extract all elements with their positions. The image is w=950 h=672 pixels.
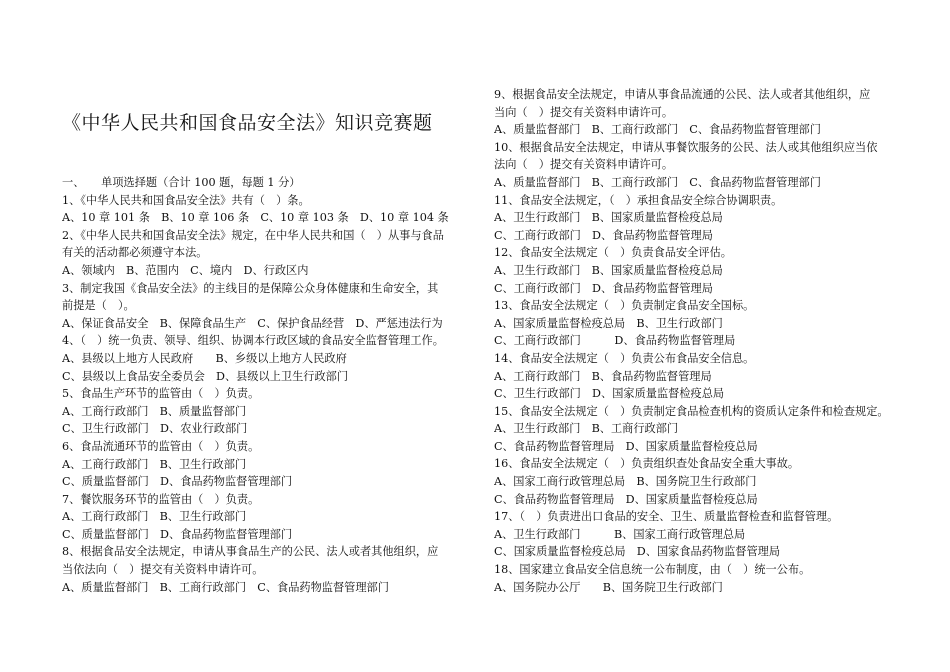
text-line: 15、食品安全法规定（ ）负责制定食品检查机构的资质认定条件和检查规定。 [494,404,889,418]
text-line: A、质量监督部门 B、工商行政部门 C、食品药物监督管理部门 [62,580,389,594]
text-line: A、国家工商行政管理总局 B、国务院卫生行政部门 [494,475,757,489]
text-line: C、工商行政部门 D、食品药物监督管理局 [494,334,736,348]
text-line: A、质量监督部门 B、工商行政部门 C、食品药物监督管理部门 [494,123,821,137]
text-line: 法向（ ）提交有关资料申请许可。 [494,158,674,172]
left-column [62,174,474,596]
text-line: A、县级以上地方人民政府 B、乡级以上地方人民政府 [62,351,347,365]
text-line: C、工商行政部门 D、食品药物监督管理局 [494,228,713,242]
text-line: 13、食品安全法规定（ ）负责制定食品安全国标。 [494,299,755,313]
text-line: A、工商行政部门 B、卫生行政部门 [62,457,247,471]
text-line: 5、食品生产环节的监管由（ ）负责。 [62,387,260,401]
document-title: 《中华人民共和国食品安全法》知识竞赛题 [62,112,433,134]
text-line: 当依法向（ ）提交有关资料申请许可。 [62,563,264,577]
text-line: 4、（ ）统一负责、领导、组织、协调本行政区域的食品安全监督管理工作。 [62,334,444,348]
text-line: C、食品药物监督管理局 D、国家质量监督检疫总局 [494,492,758,506]
text-line: C、食品药物监督管理局 D、国家质量监督检疫总局 [494,439,758,453]
text-line: 11、食品安全法规定，（ ）承担食品安全综合协调职责。 [494,193,783,207]
text-line: A、质量监督部门 B、工商行政部门 C、食品药物监督管理部门 [494,175,821,189]
text-line: 3、制定我国《食品安全法》的主线目的是保障公众身体健康和生命安全，其 [62,281,439,295]
text-line: 7、餐饮服务环节的监管由（ ）负责。 [62,492,260,506]
text-line: A、工商行政部门 B、卫生行政部门 [62,510,247,524]
text-line: A、工商行政部门 B、食品药物监督管理局 [494,369,712,383]
text-line: A、卫生行政部门 B、工商行政部门 [494,422,679,436]
text-line: A、工商行政部门 B、质量监督部门 [62,404,247,418]
text-line: A、卫生行政部门 B、国家质量监督检疫总局 [494,263,723,277]
text-line: 2、《中华人民共和国食品安全法》规定，在中华人民共和国（ ）从事与食品 [62,228,444,242]
text-line: 17、（ ）负责进出口食品的安全、卫生、质量监督检查和监督管理。 [494,510,839,524]
text-line: 9、根据食品安全法规定，申请从事食品流通的公民、法人或者其他组织，应 [494,88,871,101]
text-line: 当向（ ）提交有关资料申请许可。 [494,105,674,119]
text-line: 一、 单项选择题（合计 100 题，每题 1 分） [62,176,301,189]
text-line: A、卫生行政部门 B、国家质量监督检疫总局 [494,211,723,225]
text-line: 16、食品安全法规定（ ）负责组织查处食品安全重大事故。 [494,457,800,471]
text-line: C、工商行政部门 D、食品药物监督管理局 [494,281,713,295]
text-line: C、卫生行政部门 D、农业行政部门 [62,422,248,436]
text-line: A、10 章 101 条 B、10 章 106 条 C、10 章 103 条 D、10 章 104 条 [62,211,449,225]
text-line: 前提是（ ）。 [62,299,135,313]
text-line: A、国家质量监督检疫总局 B、卫生行政部门 [494,316,723,330]
text-line: 10、根据食品安全法规定，申请从事餐饮服务的公民、法人或其他组织应当依 [494,140,878,154]
text-line: 有关的活动都必须遵守本法。 [62,246,208,260]
text-line: 12、食品安全法规定（ ）负责食品安全评估。 [494,246,732,260]
text-line: C、卫生行政部门 D、国家质量监督检疫总局 [494,387,725,401]
text-line: C、质量监督部门 D、食品药物监督管理部门 [62,475,293,489]
text-line: C、质量监督部门 D、食品药物监督管理部门 [62,527,293,541]
text-line: C、国家质量监督检疫总局 D、国家食品药物监督管理局 [494,545,781,559]
text-line: A、卫生行政部门 B、国家工商行政管理总局 [494,527,746,541]
text-line: A、保证食品安全 B、保障食品生产 C、保护食品经营 D、严惩违法行为 [62,316,443,330]
text-line: 18、国家建立食品安全信息统一公布制度，由（ ）统一公布。 [494,563,811,577]
text-line: 14、食品安全法规定（ ）负责公布食品安全信息。 [494,351,755,365]
text-line: A、领域内 B、范围内 C、境内 D、行政区内 [62,263,309,277]
text-line: A、国务院办公厅 B、国务院卫生行政部门 [494,580,723,594]
text-line: C、县级以上食品安全委员会 D、县级以上卫生行政部门 [62,369,349,383]
text-line: 8、根据食品安全法规定，申请从事食品生产的公民、法人或者其他组织，应 [62,545,439,559]
text-line: 1、《中华人民共和国食品安全法》共有（ ）条。 [62,193,310,207]
text-line: 6、食品流通环节的监管由（ ）负责。 [62,439,260,453]
right-column [494,86,906,596]
